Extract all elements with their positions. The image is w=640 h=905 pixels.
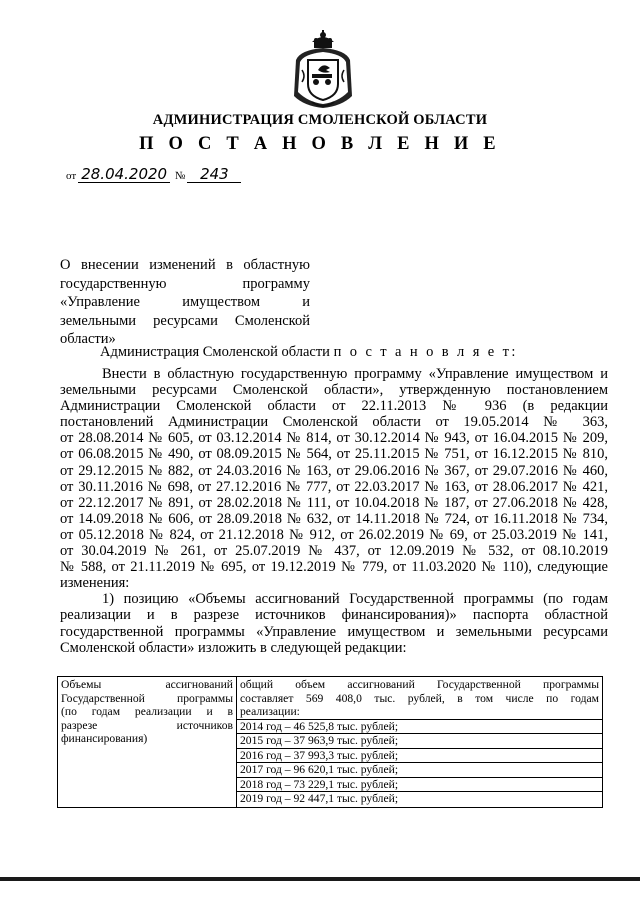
body-line: постановлений Администрации Смоленской области от 19.05.2014 № 363, — [60, 414, 608, 431]
body-line: от 30.04.2019 № 261, от 25.07.2019 № 437, от 12.09.2019 № 532, от 08.10.2019 — [60, 543, 608, 560]
decree-prefix: Администрация Смоленской области — [100, 344, 330, 360]
handwritten-date: 28.04.2020 — [78, 166, 170, 183]
value-line: составляет 569 408,0 тыс. рублей, в том числе по годам — [240, 691, 599, 705]
subject-line: О внесении изменений в областную — [60, 257, 310, 273]
scan-edge-line — [0, 877, 640, 881]
label-line: финансирования) — [61, 732, 148, 745]
date-number-row — [64, 166, 241, 183]
body-line: 1) позицию «Объемы ассигнований Государственной программы (по годам — [102, 591, 608, 608]
subject-line: области» — [60, 331, 116, 347]
table-cell-label — [58, 677, 237, 808]
year-amount: 2016 год – 37 993,3 тыс. рублей; — [237, 749, 602, 764]
subject-line: земельными ресурсами Смоленской — [60, 312, 310, 329]
value-line: реализации: — [237, 705, 602, 720]
body-line: от 06.08.2015 № 490, от 08.09.2015 № 564, от 25.11.2015 № 751, от 16.12.2015 № 810, — [60, 446, 608, 463]
year-amount: 2015 год – 37 963,9 тыс. рублей; — [237, 734, 602, 749]
year-amount: 2017 год – 96 620,1 тыс. рублей; — [237, 763, 602, 778]
year-amount: 2019 год – 92 447,1 тыс. рублей; — [240, 792, 399, 805]
document-type-title: П О С Т А Н О В Л Е Н И Е — [139, 134, 501, 154]
body-line: № 588, от 21.11.2019 № 695, от 19.12.2019 № 779, от 11.03.2020 № 110), следующие — [60, 559, 608, 576]
year-amount: 2018 год – 73 229,1 тыс. рублей; — [237, 778, 602, 793]
table-cell-value — [237, 677, 603, 808]
body-line: от 05.12.2018 № 824, от 21.12.2018 № 912, от 26.02.2019 № 69, от 25.03.2019 № 141, — [60, 526, 608, 543]
label-line: Объемы ассигнований — [61, 678, 233, 691]
body-line: от 22.12.2017 № 891, от 28.02.2018 № 111, от 10.04.2018 № 187, от 27.06.2018 № 428, — [60, 494, 608, 511]
label-line: (по годам реализации и в — [61, 705, 233, 718]
body-line: Смоленской области» изложить в следующей редакции: — [60, 639, 407, 656]
body-line: Администрации Смоленской области от 22.11.2013 № 936 (в редакции — [60, 398, 608, 415]
body-line: государственной программы «Управление имуществом и земельными ресурсами — [60, 623, 608, 640]
document-body — [60, 366, 608, 656]
label-line: разрезе источников — [61, 718, 233, 732]
label-line: Государственной программы — [61, 691, 233, 705]
value-line: общий объем ассигнований Государственной программы — [240, 678, 599, 691]
body-line: Внести в областную государственную программу «Управление имуществом и — [102, 366, 608, 382]
body-line: от 28.08.2014 № 605, от 03.12.2014 № 814, от 30.12.2014 № 943, от 16.04.2015 № 209, — [60, 430, 608, 447]
document-subject — [60, 256, 310, 349]
table-row — [58, 677, 603, 808]
date-prefix: от — [66, 170, 77, 182]
body-line: от 14.09.2018 № 606, от 28.09.2018 № 632, от 14.11.2018 № 724, от 16.11.2018 № 734, — [60, 510, 608, 527]
subject-line: «Управление имуществом и — [60, 294, 310, 310]
body-line: изменения: — [60, 575, 130, 592]
subject-line: государственную программу — [60, 275, 310, 292]
body-line: от 29.12.2015 № 882, от 24.03.2016 № 163, от 29.06.2016 № 367, от 29.07.2016 № 460, — [60, 462, 608, 479]
agency-name: АДМИНИСТРАЦИЯ СМОЛЕНСКОЙ ОБЛАСТИ — [152, 112, 488, 128]
year-amount: 2014 год – 46 525,8 тыс. рублей; — [237, 720, 602, 735]
coat-of-arms-icon — [292, 30, 354, 112]
body-line: земельными ресурсами Смоленской области», утвержденную постановлением — [60, 382, 608, 399]
decree-verb: п о с т а н о в л я е т: — [333, 344, 518, 360]
number-prefix: № — [174, 170, 186, 182]
body-line: от 30.11.2016 № 698, от 27.12.2016 № 777, от 22.03.2017 № 163, от 28.06.2017 № 421, — [60, 478, 608, 495]
body-line: реализации и в разрезе источников финансирования)» паспорта областной — [60, 607, 608, 624]
funding-table — [57, 676, 603, 808]
handwritten-number: 243 — [187, 166, 241, 183]
decree-statement — [100, 344, 518, 361]
